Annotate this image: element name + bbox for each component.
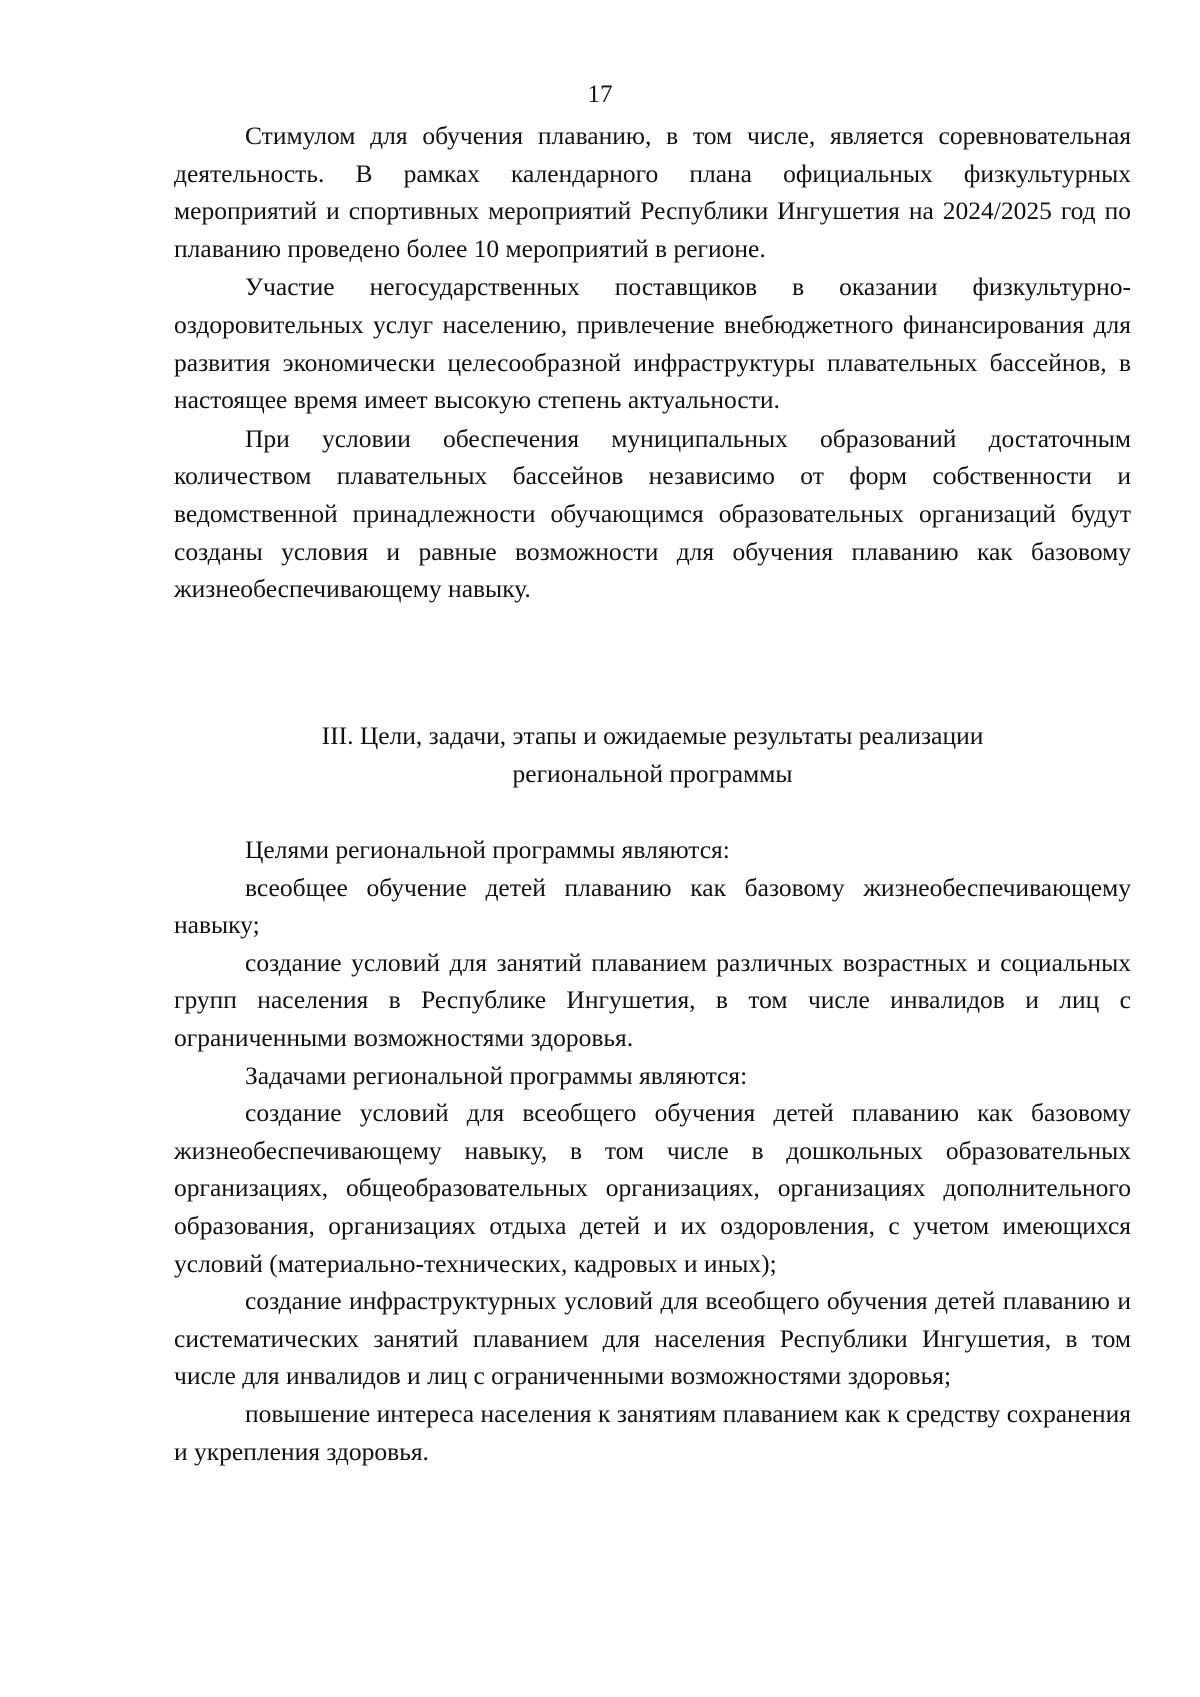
- section-heading-line-2: региональной программы: [512, 758, 793, 788]
- paragraph-non-state-providers: Участие негосударственных поставщиков в оказании физкультурно-оздоровительных услуг населению, привлечение внебюджетного финансирования для развития экономически целесообразной инфраструктуры плавательных бассейнов, в настоящее время имеет высокую степень актуальности.: [174, 272, 1131, 415]
- paragraph-competition: Стимулом для обучения плаванию, в том числе, является соревновательная деятельность. В рамках календарного плана официальных физкультурных мероприятий и спортивных мероприятий Республики Ингушетия на 2024/2025 год по плаванию проведено более 10 мероприятий в регионе.: [174, 121, 1131, 263]
- section-heading-line-1: III. Цели, задачи, этапы и ожидаемые результаты реализации: [321, 721, 984, 750]
- paragraph-municipal-conditions: При условии обеспечения муниципальных образований достаточным количеством плавательных бассейнов независимо от форм собственности и ведомственной принадлежности обучающимся образовательных организаций будут созданы условия и равные возможности для обучения плаванию как базовому жизнеобеспечивающему навыку.: [174, 423, 1131, 604]
- task-item: создание условий для всеобщего обучения детей плаванию как базовому жизнеобеспечивающему навыку, в том числе в дошкольных образовательных организациях, общеобразовательных организациях, организациях дополнительного образования, организациях отдыха детей и их оздоровления, с учетом имеющихся условий (материально-технических, кадровых и иных);: [174, 1098, 1131, 1278]
- goals-intro: Целями региональной программы являются:: [245, 835, 730, 864]
- tasks-intro: Задачами региональной программы являются:: [245, 1060, 748, 1090]
- goal-item: создание условий для занятий плаванием различных возрастных и социальных групп населения в Республике Ингушетия, в том числе инвалидов и лиц с ограниченными возможностями здоровья.: [174, 947, 1131, 1052]
- task-item: создание инфраструктурных условий для всеобщего обучения детей плаванию и систематических занятий плаванием для населения Республики Ингушетия, в том числе для инвалидов и лиц с ограниченными возможностями здоровья;: [174, 1286, 1131, 1391]
- goals-tasks-section: [174, 831, 1131, 1470]
- section-heading: [174, 717, 1131, 792]
- page-number: 17: [587, 81, 613, 108]
- intro-section: [174, 117, 1131, 608]
- task-item: повышение интереса населения к занятиям плаванием как к средству сохранения и укрепления здоровья.: [174, 1398, 1131, 1466]
- goal-item: всеобщее обучение детей плаванию как базовому жизнеобеспечивающему навыку;: [174, 872, 1131, 940]
